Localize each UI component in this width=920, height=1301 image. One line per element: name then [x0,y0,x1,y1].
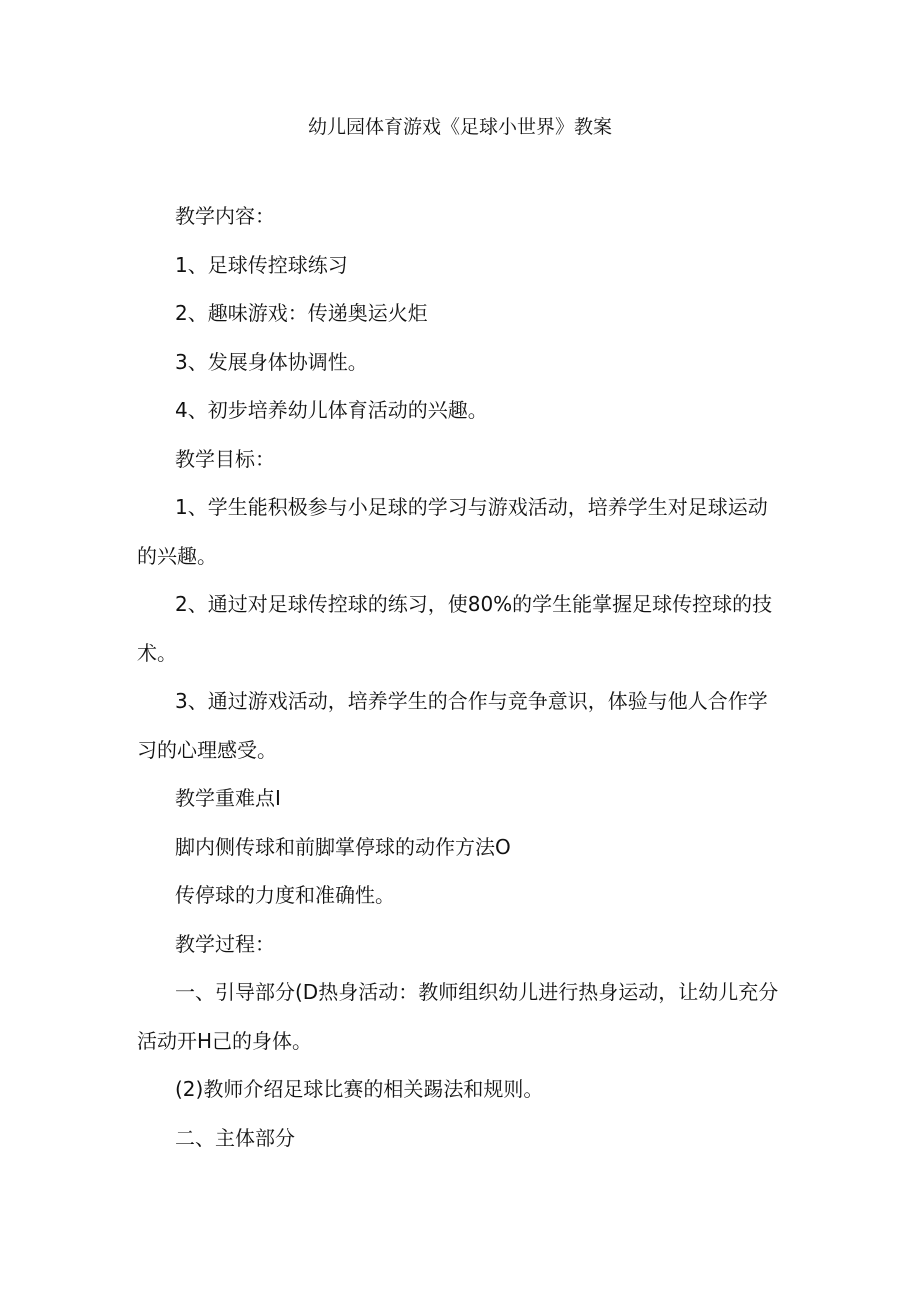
process-step: (2)教师介绍足球比赛的相关踢法和规则。 [175,1077,544,1101]
section-heading-goals: 教学目标： [175,446,275,471]
section-heading-content: 教学内容： [175,204,275,228]
content-item: 1、足球传控球练习 [175,252,348,277]
goal-item: 3、通过游戏活动，培养学生的合作与竞争意识，体验与他人合作学习的心理感受。 [137,689,768,762]
content-item: 3、发展身体协调性。 [175,349,368,374]
process-step: 一、引导部分(D热身活动：教师组织幼儿进行热身运动，让幼儿充分活动开H己的身体。 [137,980,779,1053]
goal-item: 1、学生能积极参与小足球的学习与游戏活动，培养学生对足球运动的兴趣。 [137,495,768,568]
section-heading-process: 教学过程： [175,931,275,956]
content-item: 4、初步培养幼儿体育活动的兴趣。 [175,398,488,422]
document-title: 幼儿园体育游戏《足球小世界》教案 [307,116,612,138]
process-step: 二、主体部分 [175,1125,295,1150]
key-point: 脚内侧传球和前脚掌停球的动作方法O [175,834,511,859]
section-heading-key-points: 教学重难点I [175,786,281,810]
document-body [137,192,785,1162]
goal-item: 2、通过对足球传控球的练习，使80%的学生能掌握足球传控球的技术。 [137,592,773,665]
content-item: 2、趣味游戏：传递奥运火炬 [175,301,428,325]
key-point: 传停球的力度和准确性。 [175,883,395,907]
